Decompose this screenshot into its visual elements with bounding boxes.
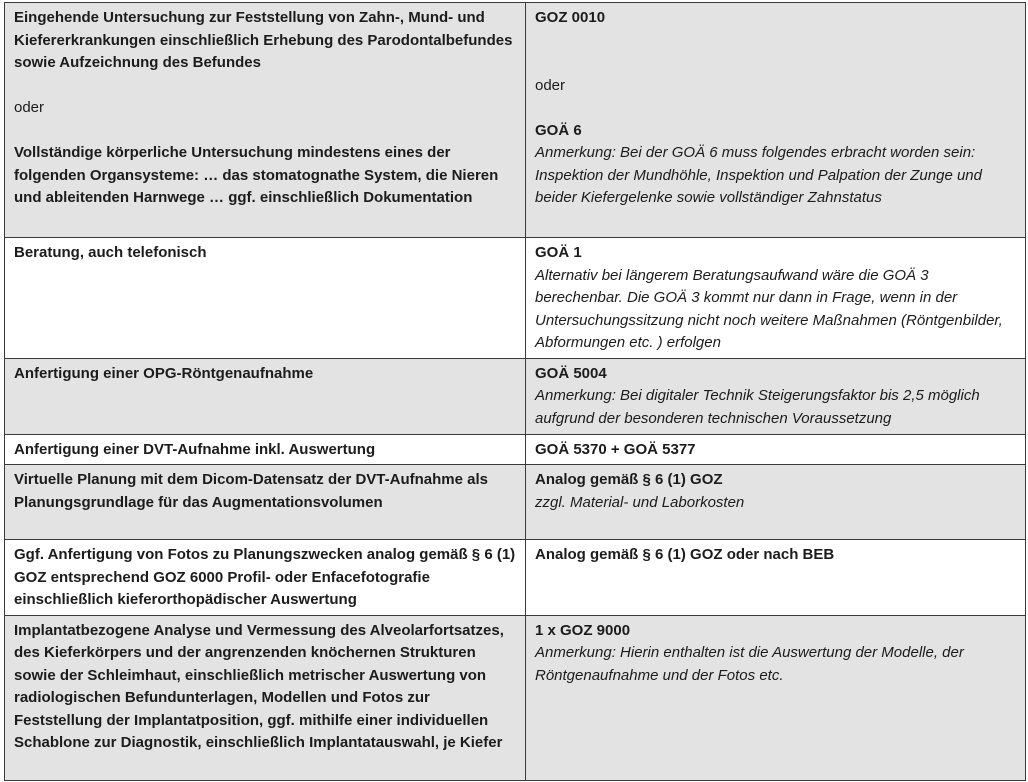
service-description: Ggf. Anfertigung von Fotos zu Planungszwecken analog gemäß § 6 (1) GOZ entsprechend GOZ 6000 Profil- oder Enfacefotografie einschließlich kieferorthopädischer Auswertung — [14, 546, 516, 608]
billing-cell — [526, 465, 1026, 540]
billing-cell — [526, 434, 1026, 465]
billing-cell — [526, 615, 1026, 780]
service-cell — [5, 540, 526, 616]
billing-code: GOÄ 1 — [535, 244, 582, 261]
service-cell — [5, 238, 526, 359]
service-alternative: Vollständige körperliche Untersuchung mindestens eines der folgenden Organsysteme: … das stomatognathe System, die Nieren und ableitenden Harnwege … ggf. einschließlich Dokumentation — [14, 144, 499, 206]
billing-table — [4, 2, 1026, 781]
service-cell — [5, 358, 526, 434]
billing-code: Analog gemäß § 6 (1) GOZ oder nach BEB — [535, 546, 835, 563]
billing-cell — [526, 358, 1026, 434]
billing-code: GOÄ 5004 — [535, 364, 607, 382]
billing-note: Anmerkung: Hierin enthalten ist die Auswertung der Modelle, der Röntgenaufnahme und der Fotos etc. — [535, 644, 964, 684]
billing-code: 1 x GOZ 9000 — [535, 621, 631, 639]
service-cell — [5, 3, 526, 238]
billing-note: zzgl. Material- und Laborkosten — [535, 493, 745, 511]
or-text: oder — [14, 99, 45, 116]
service-description: Anfertigung einer DVT-Aufnahme inkl. Auswertung — [14, 440, 376, 458]
table-row — [5, 358, 1026, 434]
billing-cell — [526, 238, 1026, 359]
or-text: oder — [535, 76, 566, 94]
billing-note: Alternativ bei längerem Beratungsaufwand wäre die GOÄ 3 berechenbar. Die GOÄ 3 kommt nur dann in Frage, wenn in der Untersuchungssitzung nicht noch weitere Maßnahmen (Röntgenbilder, Abformungen etc. ) erfolgen — [535, 266, 1003, 351]
table-row — [5, 615, 1026, 780]
service-cell — [5, 434, 526, 465]
service-cell — [5, 465, 526, 540]
service-description: Anfertigung einer OPG-Röntgenaufnahme — [14, 364, 314, 382]
service-cell — [5, 615, 526, 780]
service-description: Beratung, auch telefonisch — [14, 244, 207, 261]
service-description: Implantatbezogene Analyse und Vermessung des Alveolarfortsatzes, des Kieferkörpers und der angrenzenden knöchernen Strukturen sowie der Schleimhaut, einschließlich metrischer Auswertung von radiologischen Befundunterlagen, Modellen und Fotos zur Feststellung der Implantatposition, ggf. mithilfe einer individuellen Schablone zur Diagnostik, einschließlich Implantatauswahl, je Kiefer — [14, 621, 504, 751]
billing-cell — [526, 540, 1026, 616]
table-row — [5, 434, 1026, 465]
table-row — [5, 465, 1026, 540]
billing-cell — [526, 3, 1026, 238]
service-description: Virtuelle Planung mit dem Dicom-Datensatz der DVT-Aufnahme als Planungsgrundlage für das Augmentationsvolumen — [14, 471, 488, 511]
billing-code-alternative: GOÄ 6 — [535, 121, 582, 139]
table-row — [5, 238, 1026, 359]
billing-code: GOÄ 5370 + GOÄ 5377 — [535, 440, 696, 458]
table-row — [5, 3, 1026, 238]
billing-code: Analog gemäß § 6 (1) GOZ — [535, 471, 723, 488]
service-description: Eingehende Untersuchung zur Feststellung von Zahn-, Mund- und Kiefererkrankungen einschließlich Erhebung des Parodontalbefundes sowie Aufzeichnung des Befundes — [14, 9, 513, 71]
billing-note: Anmerkung: Bei digitaler Technik Steigerungsfaktor bis 2,5 möglich aufgrund der besonderen technischen Voraussetzung — [535, 387, 980, 427]
billing-code: GOZ 0010 — [535, 9, 606, 26]
billing-note: Anmerkung: Bei der GOÄ 6 muss folgendes erbracht worden sein: Inspektion der Mundhöhle, Inspektion und Palpation der Zunge und beider Kiefergelenke sowie vollständiger Zahnstatus — [535, 144, 982, 206]
table-row — [5, 540, 1026, 616]
